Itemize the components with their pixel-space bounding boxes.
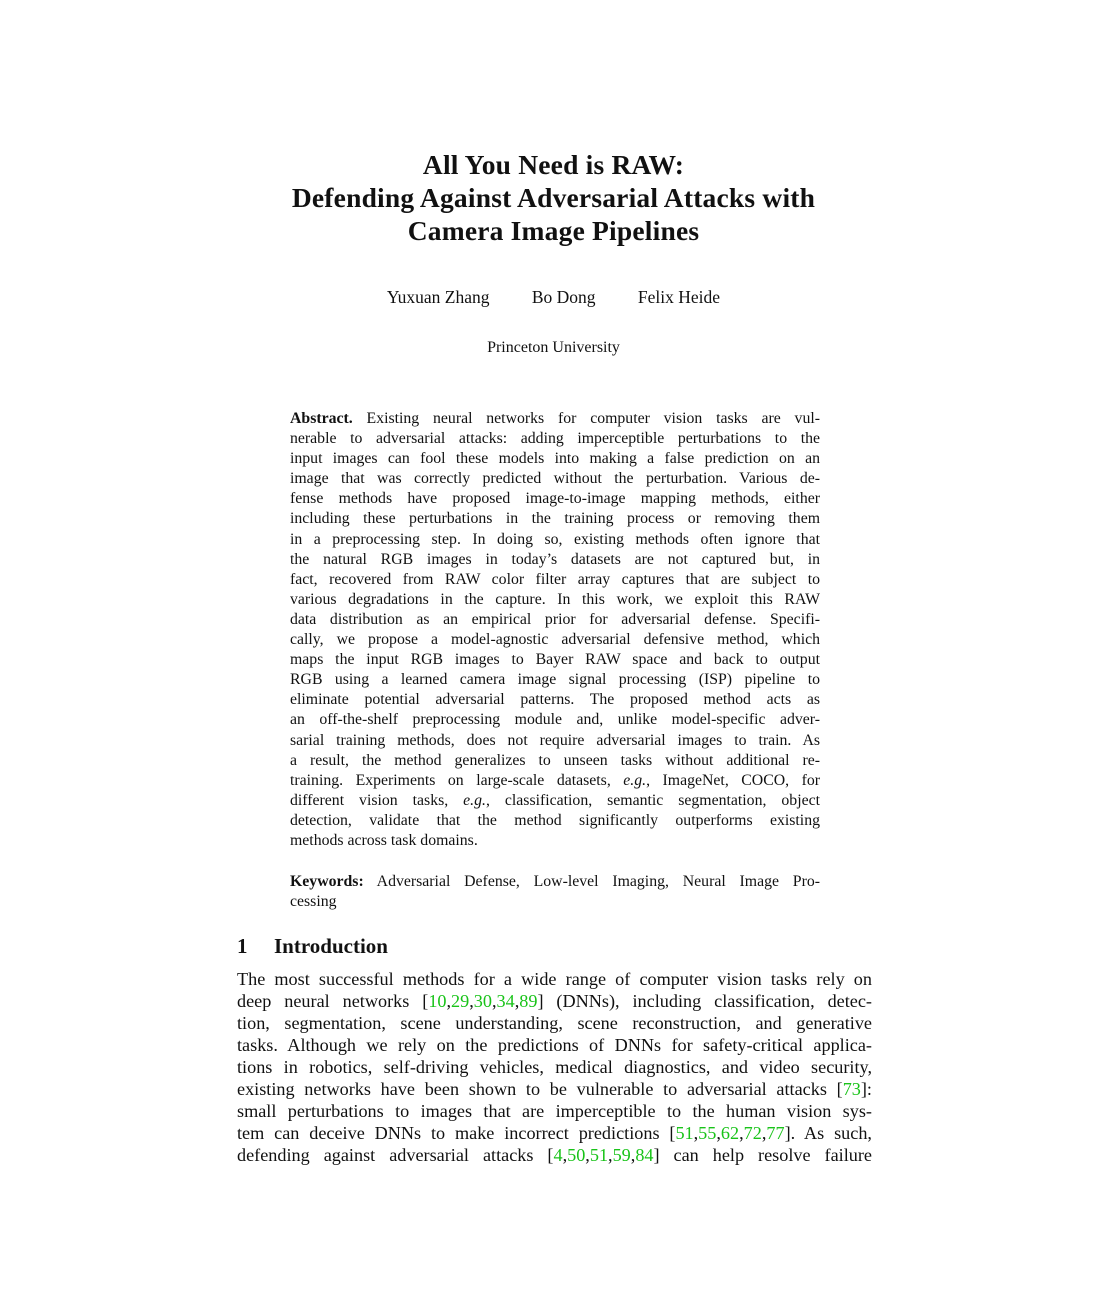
abstract-line: methods across task domains. bbox=[290, 831, 478, 849]
citation-link[interactable]: 84 bbox=[635, 1145, 654, 1165]
title-line-2: Defending Against Adversarial Attacks with bbox=[291, 182, 816, 213]
abstract-line: detection, validate that the method significantly outperforms existing bbox=[290, 811, 820, 829]
citation-link[interactable]: 55 bbox=[698, 1123, 717, 1143]
introduction-paragraph bbox=[237, 968, 872, 1166]
paragraph-line: tem can deceive DNNs to make incorrect predictions [51,55,62,72,77]. As such, bbox=[237, 1123, 872, 1143]
citation-link[interactable]: 29 bbox=[451, 991, 470, 1011]
citation-link[interactable]: 59 bbox=[612, 1145, 631, 1165]
paragraph-line: existing networks have been shown to be vulnerable to adversarial attacks [73]: bbox=[237, 1079, 872, 1099]
citation-link[interactable]: 4 bbox=[553, 1145, 563, 1165]
citation-link[interactable]: 77 bbox=[766, 1123, 785, 1143]
abstract-line: input images can fool these models into making a false prediction on an bbox=[290, 450, 820, 468]
keywords bbox=[290, 872, 820, 912]
abstract-line: various degradations in the capture. In this work, we exploit this RAW bbox=[290, 590, 820, 608]
citation-link[interactable]: 62 bbox=[720, 1123, 740, 1143]
author-name: Yuxuan Zhang bbox=[386, 287, 490, 307]
author-name: Felix Heide bbox=[637, 287, 721, 307]
section-number: 1 bbox=[237, 934, 248, 958]
abstract-line: fact, recovered from RAW color filter array captures that are subject to bbox=[290, 570, 820, 588]
paragraph-line: tion, segmentation, scene understanding, scene reconstruction, and generative bbox=[237, 1013, 872, 1033]
abstract-line: eliminate potential adversarial patterns. The proposed method acts as bbox=[290, 691, 820, 709]
abstract-line: including these perturbations in the training process or removing them bbox=[290, 510, 820, 528]
citation-link[interactable]: 10 bbox=[428, 991, 447, 1011]
citation-link[interactable]: 51 bbox=[675, 1123, 694, 1143]
keywords-label: Keywords: bbox=[290, 873, 364, 890]
abstract-line: the natural RGB images in today’s datasets are not captured but, in bbox=[290, 550, 820, 568]
abstract-line: maps the input RGB images to Bayer RAW space and back to output bbox=[290, 651, 820, 669]
abstract bbox=[290, 409, 820, 851]
citation-link[interactable]: 34 bbox=[496, 991, 515, 1011]
abstract-label: Abstract. bbox=[290, 410, 353, 427]
paragraph-line: small perturbations to images that are imperceptible to the human vision sys- bbox=[237, 1101, 872, 1121]
keywords-line: Keywords: Adversarial Defense, Low-level Imaging, Neural Image Pro- bbox=[290, 873, 820, 890]
section-heading bbox=[237, 933, 388, 959]
paragraph-line: defending against adversarial attacks [4,50,51,59,84] can help resolve failure bbox=[237, 1145, 872, 1165]
abstract-line: RGB using a learned camera image signal processing (ISP) pipeline to bbox=[290, 671, 820, 689]
citation-link[interactable]: 51 bbox=[589, 1145, 609, 1165]
paragraph-line: tions in robotics, self-driving vehicles, medical diagnostics, and video security, bbox=[237, 1057, 872, 1077]
title-line-1: All You Need is RAW: bbox=[422, 149, 685, 180]
section-title: Introduction bbox=[274, 934, 388, 958]
title-line-3: Camera Image Pipelines bbox=[407, 215, 700, 246]
abstract-line: nerable to adversarial attacks: adding imperceptible perturbations to the bbox=[290, 430, 820, 448]
abstract-line: training. Experiments on large-scale datasets, e.g., ImageNet, COCO, for bbox=[290, 771, 821, 789]
abstract-line: fense methods have proposed image-to-image mapping methods, either bbox=[290, 490, 820, 508]
citation-link[interactable]: 30 bbox=[473, 991, 492, 1011]
abstract-line: cally, we propose a model-agnostic adversarial defensive method, which bbox=[290, 631, 820, 649]
abstract-line: a result, the method generalizes to unseen tasks without additional re- bbox=[290, 751, 820, 769]
citation-link[interactable]: 50 bbox=[567, 1145, 586, 1165]
abstract-line: data distribution as an empirical prior for adversarial defense. Specifi- bbox=[290, 610, 820, 628]
paragraph-line: The most successful methods for a wide range of computer vision tasks rely on bbox=[237, 969, 872, 989]
citation-link[interactable]: 89 bbox=[519, 991, 538, 1011]
abstract-line: an off-the-shelf preprocessing module and, unlike model-specific adver- bbox=[290, 711, 820, 729]
abstract-line: different vision tasks, e.g., classification, semantic segmentation, object bbox=[290, 791, 820, 809]
paragraph-line: tasks. Although we rely on the predictions of DNNs for safety-critical applica- bbox=[237, 1035, 872, 1055]
keywords-line: cessing bbox=[290, 893, 337, 911]
paragraph-line: deep neural networks [10,29,30,34,89] (DNNs), including classification, detec- bbox=[237, 991, 872, 1011]
citation-link[interactable]: 72 bbox=[743, 1123, 762, 1143]
abstract-line: image that was correctly predicted without the perturbation. Various de- bbox=[290, 470, 820, 488]
author-name: Bo Dong bbox=[531, 287, 596, 307]
affiliation: Princeton University bbox=[487, 339, 620, 356]
author-list bbox=[0, 286, 1107, 308]
citation-link[interactable]: 73 bbox=[842, 1079, 861, 1099]
abstract-line: sarial training methods, does not require adversarial images to train. As bbox=[290, 731, 820, 749]
abstract-line: in a preprocessing step. In doing so, existing methods often ignore that bbox=[290, 530, 820, 548]
paper-title bbox=[0, 148, 1107, 247]
abstract-line: Abstract. Existing neural networks for computer vision tasks are vul- bbox=[290, 410, 821, 427]
